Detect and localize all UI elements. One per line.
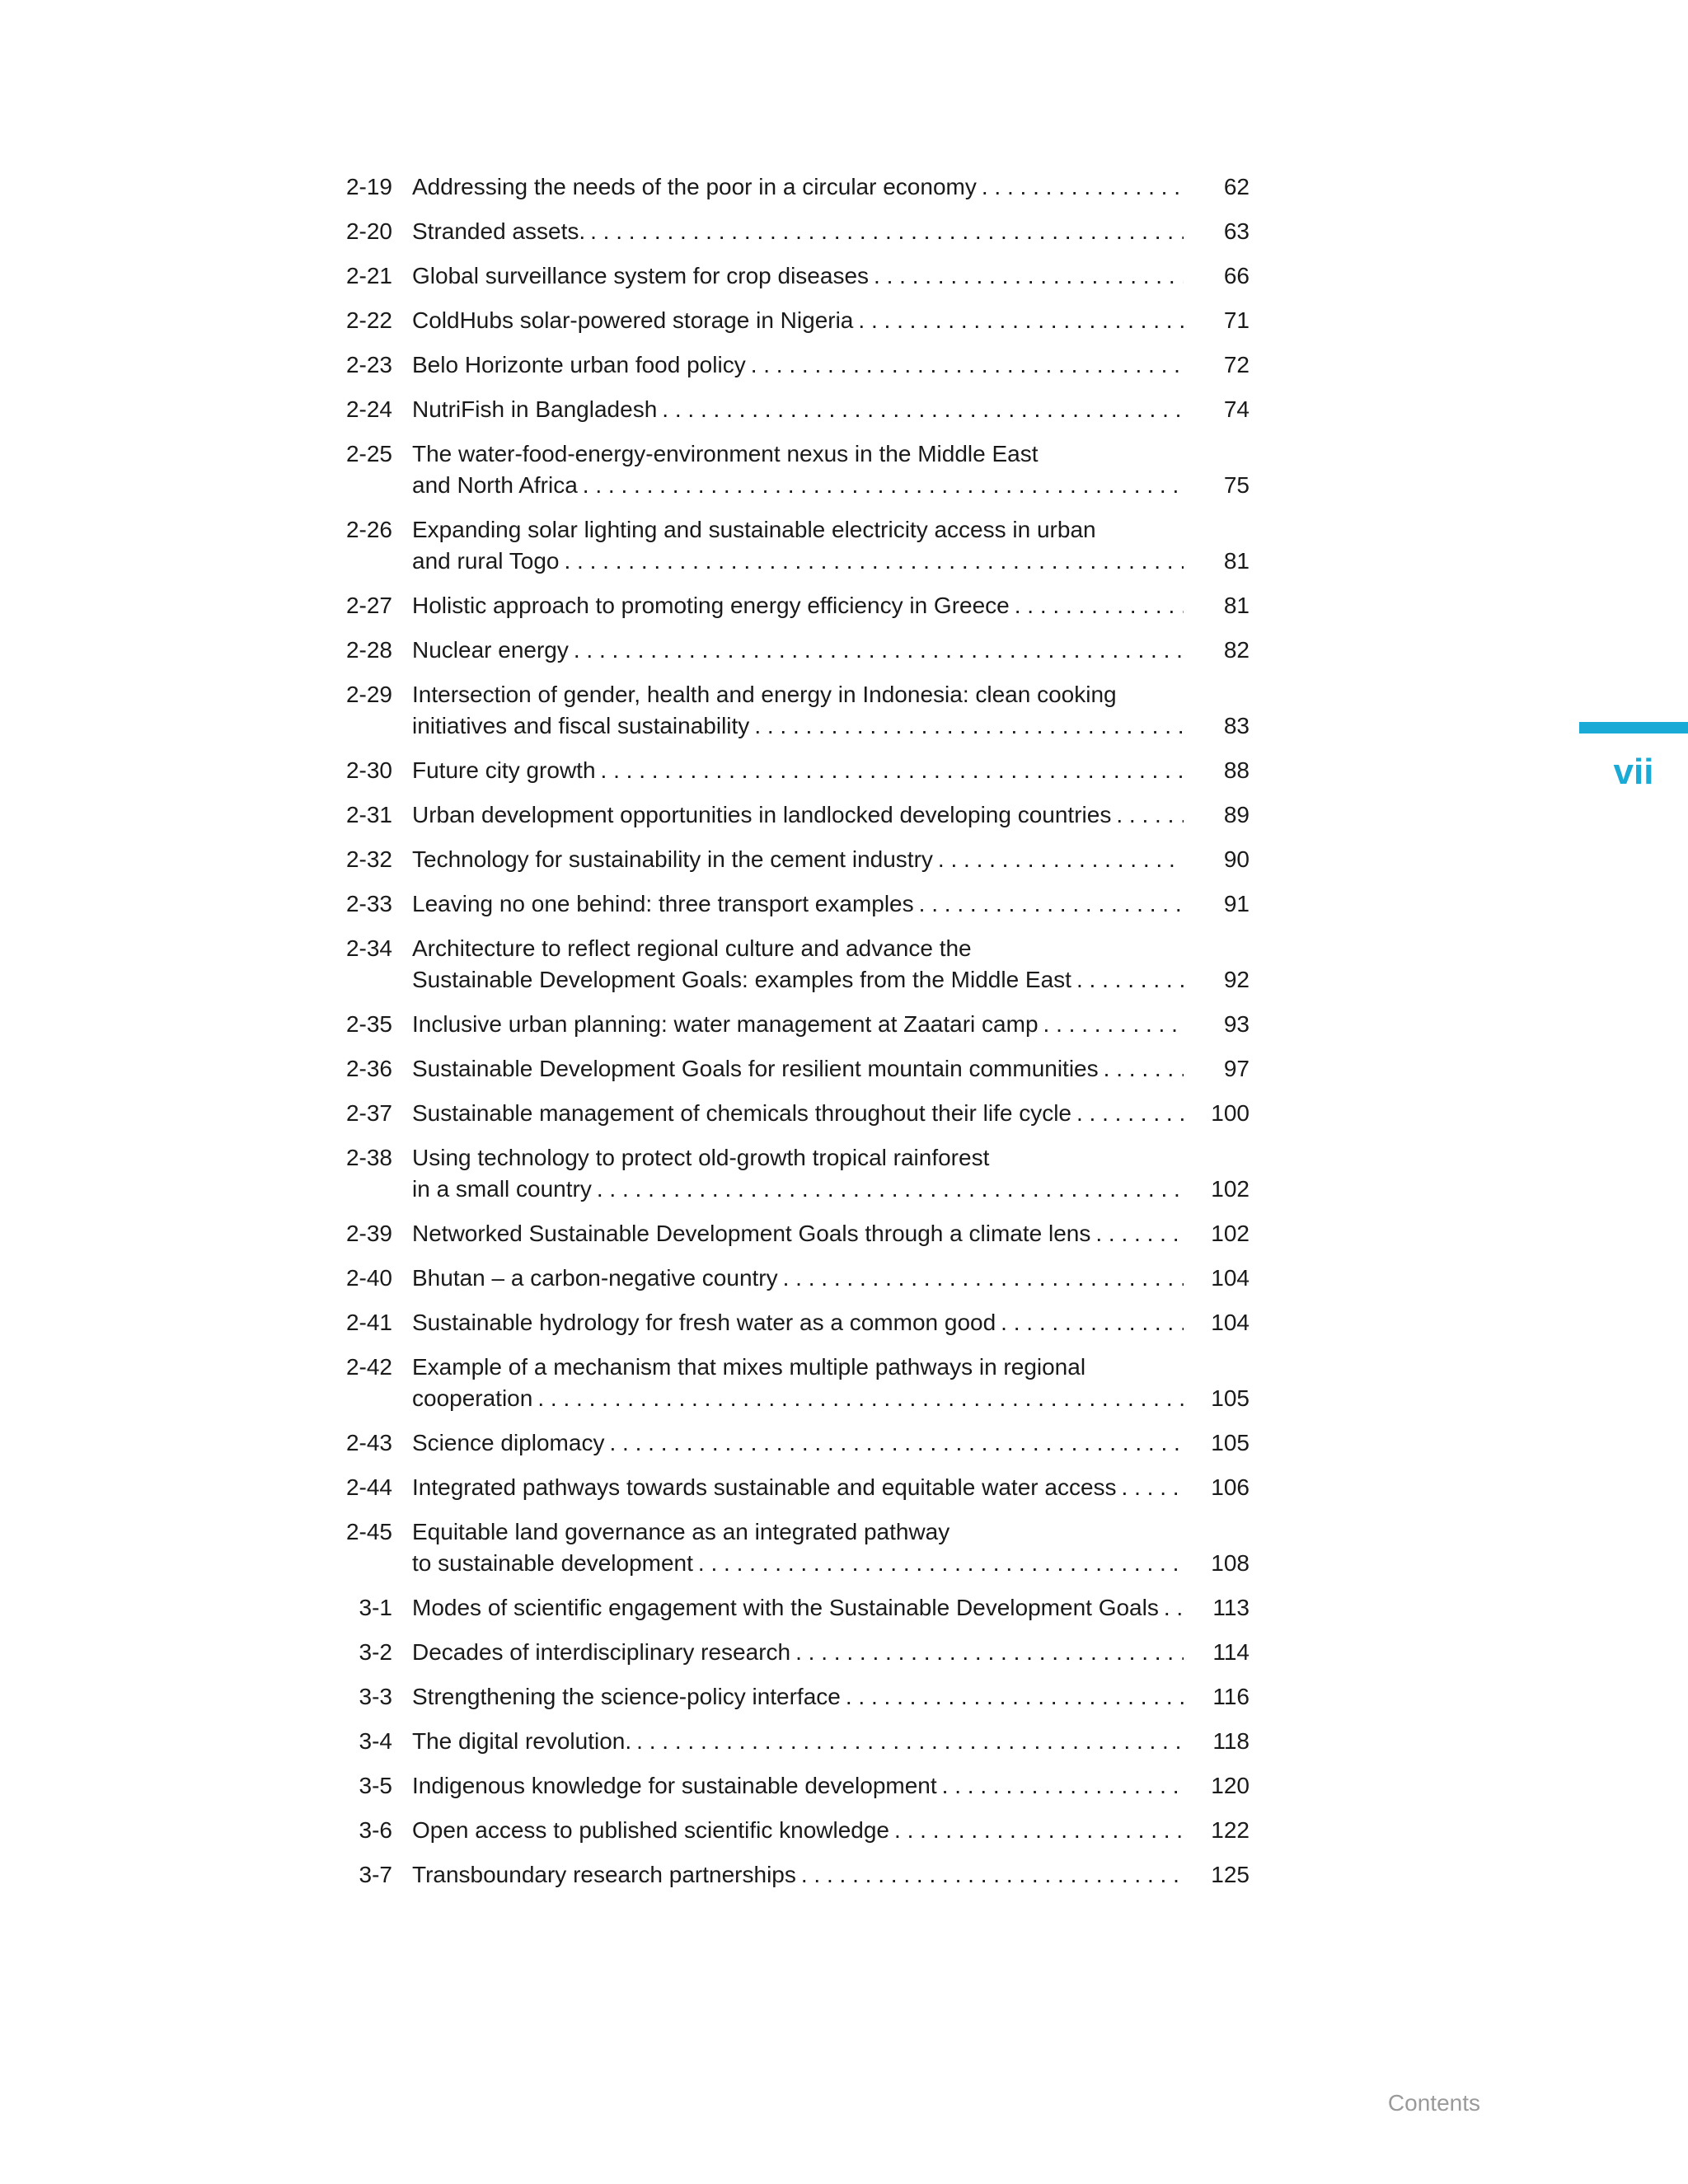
toc-entry-body <box>412 305 1250 336</box>
toc-entry-title: Stranded assets. <box>412 218 586 244</box>
toc-entry-page: 97 <box>1223 1056 1250 1081</box>
toc-entry-title: Modes of scientific engagement with the Sustainable Development Goals <box>412 1595 1159 1620</box>
toc-entry-page: 92 <box>1223 967 1250 992</box>
toc-entry-page: 91 <box>1223 891 1250 916</box>
toc-entry-body <box>412 799 1250 831</box>
dot-leader <box>609 1427 1184 1459</box>
toc-entry-number: 2-41 <box>345 1310 392 1335</box>
dot-leader <box>754 710 1184 742</box>
toc-entry[interactable] <box>330 260 1311 305</box>
toc-entry-body <box>412 1142 1250 1205</box>
toc-entry-title: and North Africa <box>412 472 578 498</box>
toc-entry[interactable] <box>330 679 1311 755</box>
dot-leader <box>1015 590 1184 621</box>
toc-entry-number: 3-5 <box>359 1773 392 1798</box>
dot-leader <box>1122 1472 1184 1503</box>
dot-leader <box>698 1548 1184 1579</box>
dot-leader <box>783 1263 1184 1294</box>
toc-entry-page: 71 <box>1223 307 1250 333</box>
toc-entry-number: 2-24 <box>345 396 392 422</box>
toc-entry-page: 102 <box>1211 1221 1250 1246</box>
toc-entry-number: 2-37 <box>345 1100 392 1126</box>
toc-entry-title: NutriFish in Bangladesh <box>412 396 658 422</box>
page-number-roman: vii <box>1613 752 1654 792</box>
toc-entry-title: Holistic approach to promoting energy efficiency in Greece <box>412 593 1010 618</box>
toc-entry-title: Sustainable management of chemicals throughout their life cycle <box>412 1100 1071 1126</box>
toc-entry-body <box>412 1053 1250 1085</box>
toc-entry-page: 108 <box>1211 1550 1250 1576</box>
toc-entry-number: 2-21 <box>345 263 392 288</box>
toc-entry-page: 104 <box>1211 1265 1250 1291</box>
toc-entry-number: 2-35 <box>345 1011 392 1037</box>
toc-entry-title-row <box>412 349 1250 381</box>
toc-entry-number: 2-25 <box>345 441 392 466</box>
toc-entry-title-row <box>412 799 1250 831</box>
accent-bar <box>1579 722 1688 733</box>
dot-leader <box>894 1815 1184 1846</box>
dot-leader <box>938 844 1184 875</box>
toc-entry-body <box>412 1681 1250 1713</box>
toc-entry[interactable] <box>330 1637 1311 1681</box>
toc-entry-title: Addressing the needs of the poor in a circular economy <box>412 174 977 199</box>
toc-entry-title: Open access to published scientific knowledge <box>412 1817 890 1843</box>
toc-entry-title-row <box>412 216 1250 247</box>
dot-leader <box>590 216 1184 247</box>
toc-entry-page: 88 <box>1223 757 1250 783</box>
toc-entry-title: Integrated pathways towards sustainable and equitable water access <box>412 1474 1117 1500</box>
toc-entry-number: 2-22 <box>345 307 392 333</box>
toc-entry-body <box>412 438 1250 501</box>
toc-entry-page: 82 <box>1223 637 1250 663</box>
dot-leader <box>1164 1592 1184 1624</box>
toc-entry[interactable] <box>330 1053 1311 1098</box>
toc-entry-body <box>412 888 1250 920</box>
toc-entry-title: Sustainable Development Goals for resilient mountain communities <box>412 1056 1099 1081</box>
toc-entry-body <box>412 1472 1250 1503</box>
toc-entry-page: 120 <box>1211 1773 1250 1798</box>
toc-entry[interactable] <box>330 1770 1311 1815</box>
toc-entry-title-row <box>412 1726 1250 1757</box>
toc-entry[interactable] <box>330 933 1311 1009</box>
toc-entry-page: 75 <box>1223 472 1250 498</box>
toc-entry-title-row <box>412 888 1250 920</box>
toc-entry-number: 2-42 <box>345 1354 392 1380</box>
toc-entry-number: 2-44 <box>345 1474 392 1500</box>
toc-entry-title: Belo Horizonte urban food policy <box>412 352 746 377</box>
toc-entry-page: 118 <box>1212 1728 1250 1754</box>
dot-leader <box>1095 1218 1184 1249</box>
toc-entry-title: Sustainable hydrology for fresh water as a common good <box>412 1310 996 1335</box>
toc-entry-title-row <box>412 470 1250 501</box>
toc-entry-title: Leaving no one behind: three transport examples <box>412 891 914 916</box>
toc-entry-body <box>412 844 1250 875</box>
dot-leader <box>874 260 1184 292</box>
toc-entry-title: Sustainable Development Goals: examples from the Middle East <box>412 967 1071 992</box>
toc-entry[interactable] <box>330 1098 1311 1142</box>
dot-leader <box>662 394 1184 425</box>
toc-entry-page: 66 <box>1223 263 1250 288</box>
toc-entry-number: 3-7 <box>359 1862 392 1887</box>
toc-entry-number: 3-4 <box>359 1728 392 1754</box>
toc-entry-page: 104 <box>1211 1310 1250 1335</box>
dot-leader <box>1001 1307 1184 1338</box>
toc-entry-title-row <box>412 1815 1250 1846</box>
toc-entry-title-line: Intersection of gender, health and energy in Indonesia: clean cooking <box>412 682 1117 707</box>
toc-entry[interactable] <box>330 635 1311 679</box>
dot-leader <box>597 1174 1184 1205</box>
toc-entry-title-row <box>412 546 1250 577</box>
toc-entry-title-row <box>412 1548 1250 1579</box>
toc-entry-title-row <box>412 1770 1250 1802</box>
toc-entry-page: 122 <box>1211 1817 1250 1843</box>
toc-entry-title-line: Expanding solar lighting and sustainable electricity access in urban <box>412 517 1096 542</box>
toc-entry-page: 90 <box>1223 846 1250 872</box>
toc-entry-title-row <box>412 1218 1250 1249</box>
toc-entry-page: 62 <box>1223 174 1250 199</box>
toc-entry-number: 3-6 <box>359 1817 392 1843</box>
dot-leader <box>1116 799 1184 831</box>
toc-entry[interactable] <box>330 171 1311 216</box>
dot-leader <box>751 349 1184 381</box>
toc-entry-number: 2-30 <box>345 757 392 783</box>
toc-entry-page: 74 <box>1223 396 1250 422</box>
toc-entry-title-line: The water-food-energy-environment nexus in the Middle East <box>412 441 1039 466</box>
toc-entry[interactable] <box>330 799 1311 844</box>
toc-entry-title-row <box>412 1681 1250 1713</box>
toc-entry-title-row <box>412 1859 1250 1891</box>
toc-entry-body <box>412 1427 1250 1459</box>
toc-entry-title-row <box>412 1053 1250 1085</box>
toc-entry-body <box>412 216 1250 247</box>
toc-entry-number: 2-36 <box>345 1056 392 1081</box>
toc-entry-page: 102 <box>1211 1176 1250 1202</box>
dot-leader <box>1076 1098 1184 1129</box>
toc-entry[interactable] <box>330 888 1311 933</box>
toc-entry-body <box>412 755 1250 786</box>
toc-entry-page: 105 <box>1211 1430 1250 1455</box>
toc-entry-body <box>412 1009 1250 1040</box>
toc-entry-title-row <box>412 755 1250 786</box>
toc-entry-number: 2-26 <box>345 517 392 542</box>
toc-entry-number: 3-3 <box>359 1684 392 1709</box>
toc-entry[interactable] <box>330 1815 1311 1859</box>
toc-entry-title-row <box>412 1637 1250 1668</box>
dot-leader <box>601 755 1184 786</box>
dot-leader <box>982 171 1184 203</box>
toc-entry[interactable] <box>330 1592 1311 1637</box>
toc-entry-page: 93 <box>1223 1011 1250 1037</box>
toc-entry-title-line: Using technology to protect old-growth tropical rainforest <box>412 1145 990 1170</box>
dot-leader <box>636 1726 1184 1757</box>
toc-entry-page: 113 <box>1212 1595 1250 1620</box>
toc-entry-number: 2-31 <box>345 802 392 827</box>
dot-leader <box>858 305 1184 336</box>
toc-entry-page: 89 <box>1223 802 1250 827</box>
toc-entry-page: 81 <box>1223 593 1250 618</box>
toc-entry-page: 72 <box>1223 352 1250 377</box>
toc-entry-title: Decades of interdisciplinary research <box>412 1639 791 1665</box>
toc-entry-title: Bhutan – a carbon-negative country <box>412 1265 778 1291</box>
toc-entry-body <box>412 933 1250 996</box>
toc-entry-number: 2-33 <box>345 891 392 916</box>
toc-entry-title: and rural Togo <box>412 548 560 574</box>
toc-entry-title-row <box>412 964 1250 996</box>
toc-entry-number: 2-27 <box>345 593 392 618</box>
toc-entry[interactable] <box>330 305 1311 349</box>
dot-leader <box>565 546 1184 577</box>
toc-entry-page: 100 <box>1211 1100 1250 1126</box>
toc-entry-page: 81 <box>1223 548 1250 574</box>
toc-entry-page: 63 <box>1223 218 1250 244</box>
toc-entry[interactable] <box>330 1681 1311 1726</box>
toc-entry[interactable] <box>330 590 1311 635</box>
toc-entry[interactable] <box>330 1859 1311 1904</box>
toc-entry-body <box>412 1859 1250 1891</box>
toc-entry-number: 2-40 <box>345 1265 392 1291</box>
toc-entry-title-row <box>412 710 1250 742</box>
toc-entry-title-row <box>412 1427 1250 1459</box>
toc-entry[interactable] <box>330 1263 1311 1307</box>
toc-entry-page: 116 <box>1212 1684 1250 1709</box>
toc-entry-title-line: Architecture to reflect regional culture and advance the <box>412 935 972 961</box>
toc-entry-body <box>412 1516 1250 1579</box>
dot-leader <box>801 1859 1184 1891</box>
dot-leader <box>846 1681 1184 1713</box>
dot-leader <box>919 888 1184 920</box>
toc-entry-body <box>412 1352 1250 1414</box>
toc-entry[interactable] <box>330 438 1311 514</box>
toc-entry-body <box>412 1592 1250 1624</box>
toc-entry[interactable] <box>330 844 1311 888</box>
toc-entry-body <box>412 394 1250 425</box>
toc-entry-number: 2-38 <box>345 1145 392 1170</box>
toc-entry-body <box>412 1726 1250 1757</box>
toc-entry-number: 2-19 <box>345 174 392 199</box>
toc-entry-body <box>412 1098 1250 1129</box>
toc-entry-body <box>412 1637 1250 1668</box>
toc-entry-title: The digital revolution. <box>412 1728 632 1754</box>
toc-entry-title: Indigenous knowledge for sustainable development <box>412 1773 937 1798</box>
dot-leader <box>1043 1009 1184 1040</box>
toc-entry-body <box>412 514 1250 577</box>
dot-leader <box>795 1637 1184 1668</box>
toc-entry-page: 125 <box>1211 1862 1250 1887</box>
toc-entry-title-row <box>412 1098 1250 1129</box>
toc-entry-number: 2-29 <box>345 682 392 707</box>
toc-entry-title-row <box>412 1009 1250 1040</box>
toc-entry-title-row <box>412 171 1250 203</box>
toc-entry-title-line: Example of a mechanism that mixes multiple pathways in regional <box>412 1354 1086 1380</box>
toc-entry-title-row <box>412 1472 1250 1503</box>
toc-entry-title-line: Equitable land governance as an integrated pathway <box>412 1519 950 1544</box>
toc-entry-title: ColdHubs solar-powered storage in Nigeria <box>412 307 854 333</box>
toc-entry-title: Strengthening the science-policy interface <box>412 1684 841 1709</box>
toc-entry-title: Transboundary research partnerships <box>412 1862 796 1887</box>
dot-leader <box>942 1770 1184 1802</box>
toc-entry-title: Future city growth <box>412 757 596 783</box>
toc-entry-page: 114 <box>1212 1639 1250 1665</box>
toc-entry-title: initiatives and fiscal sustainability <box>412 713 750 738</box>
dot-leader <box>574 635 1184 666</box>
toc-entry-body <box>412 1815 1250 1846</box>
toc-entry-title-row <box>412 1592 1250 1624</box>
toc-entry-title-row <box>412 635 1250 666</box>
toc-entry-number: 2-32 <box>345 846 392 872</box>
toc-entry-title: Technology for sustainability in the cement industry <box>412 846 933 872</box>
toc-entry[interactable] <box>330 216 1311 260</box>
toc-entry-number: 2-45 <box>345 1519 392 1544</box>
toc-entry[interactable] <box>330 1009 1311 1053</box>
table-of-contents <box>330 171 1311 1904</box>
toc-entry-body <box>412 590 1250 621</box>
dot-leader <box>1076 964 1184 996</box>
toc-entry-number: 2-43 <box>345 1430 392 1455</box>
toc-entry-body <box>412 1218 1250 1249</box>
toc-entry[interactable] <box>330 755 1311 799</box>
toc-entry-title: cooperation <box>412 1385 533 1411</box>
toc-entry-title: Urban development opportunities in landlocked developing countries <box>412 802 1112 827</box>
toc-entry-title-row <box>412 844 1250 875</box>
toc-entry-title-row <box>412 1307 1250 1338</box>
toc-entry-number: 2-23 <box>345 352 392 377</box>
toc-entry-body <box>412 260 1250 292</box>
toc-entry[interactable] <box>330 1726 1311 1770</box>
toc-entry-page: 105 <box>1211 1385 1250 1411</box>
toc-entry-title-row <box>412 1383 1250 1414</box>
toc-entry-title-row <box>412 394 1250 425</box>
toc-entry-body <box>412 1770 1250 1802</box>
toc-entry[interactable] <box>330 1472 1311 1516</box>
toc-entry-number: 2-34 <box>345 935 392 961</box>
toc-entry-number: 3-1 <box>359 1595 392 1620</box>
toc-entry-title: Science diplomacy <box>412 1430 605 1455</box>
dot-leader <box>537 1383 1184 1414</box>
toc-entry-title-row <box>412 1263 1250 1294</box>
toc-entry[interactable] <box>330 514 1311 590</box>
toc-entry[interactable] <box>330 394 1311 438</box>
toc-entry[interactable] <box>330 1516 1311 1592</box>
toc-entry[interactable] <box>330 1142 1311 1218</box>
toc-entry-body <box>412 1263 1250 1294</box>
toc-entry-page: 83 <box>1223 713 1250 738</box>
toc-entry-body <box>412 679 1250 742</box>
toc-entry-title: Networked Sustainable Development Goals through a climate lens <box>412 1221 1091 1246</box>
toc-entry-body <box>412 635 1250 666</box>
toc-entry-title: Inclusive urban planning: water management at Zaatari camp <box>412 1011 1039 1037</box>
toc-entry-title-row <box>412 305 1250 336</box>
toc-entry-title-row <box>412 260 1250 292</box>
toc-entry[interactable] <box>330 349 1311 394</box>
toc-entry-title: Nuclear energy <box>412 637 569 663</box>
toc-entry-number: 2-39 <box>345 1221 392 1246</box>
toc-entry-title: in a small country <box>412 1176 592 1202</box>
toc-entry-title: to sustainable development <box>412 1550 693 1576</box>
dot-leader <box>1104 1053 1184 1085</box>
footer-section-label: Contents <box>1387 2090 1480 2116</box>
toc-entry-title-row <box>412 590 1250 621</box>
toc-entry[interactable] <box>330 1352 1311 1427</box>
toc-entry-body <box>412 1307 1250 1338</box>
toc-entry-title: Global surveillance system for crop diseases <box>412 263 870 288</box>
toc-entry-body <box>412 349 1250 381</box>
dot-leader <box>583 470 1184 501</box>
toc-entry-number: 2-28 <box>345 637 392 663</box>
toc-entry-number: 3-2 <box>359 1639 392 1665</box>
toc-entry[interactable] <box>330 1307 1311 1352</box>
toc-entry-body <box>412 171 1250 203</box>
toc-entry-title-row <box>412 1174 1250 1205</box>
toc-entry[interactable] <box>330 1218 1311 1263</box>
toc-entry-page: 106 <box>1211 1474 1250 1500</box>
toc-entry-number: 2-20 <box>345 218 392 244</box>
toc-entry[interactable] <box>330 1427 1311 1472</box>
